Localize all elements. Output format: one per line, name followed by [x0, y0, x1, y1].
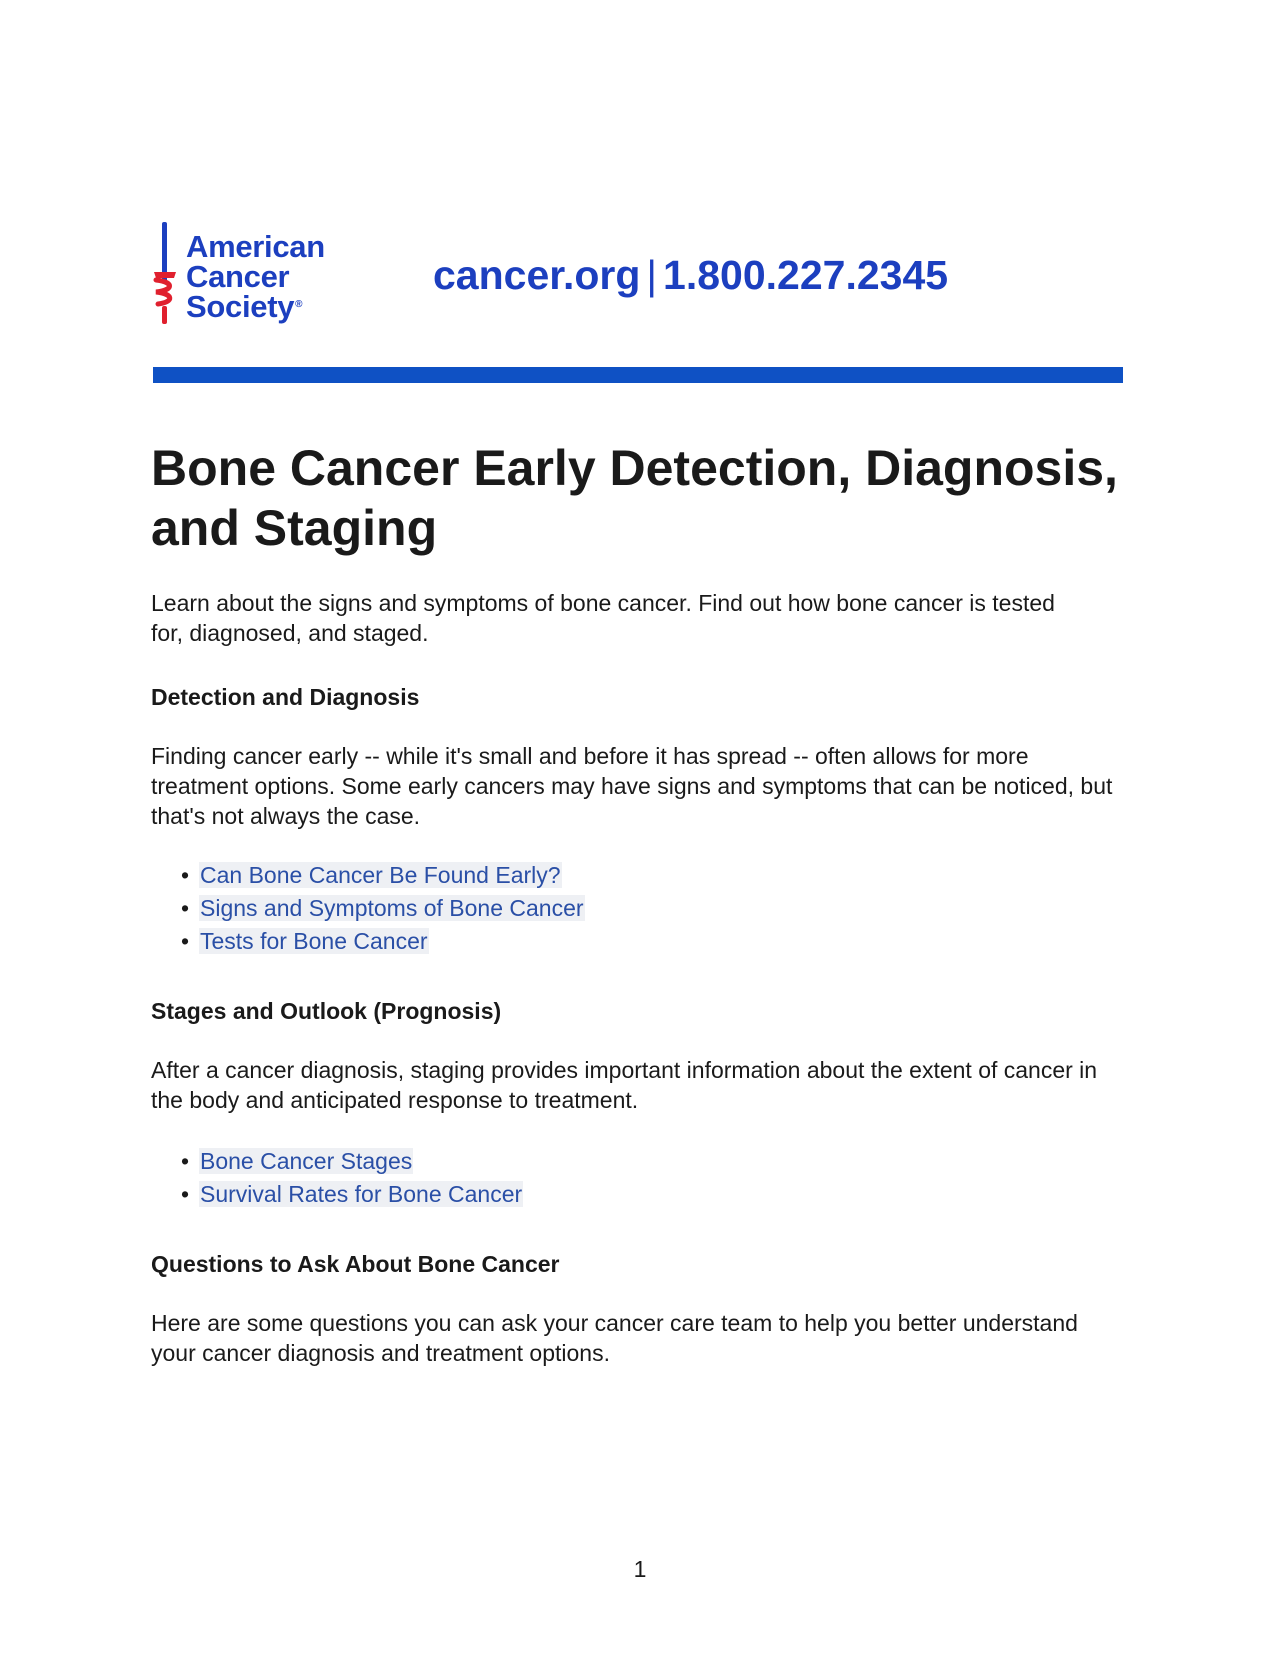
link-tests[interactable]: Tests for Bone Cancer: [200, 928, 428, 954]
list-item: [181, 1145, 1131, 1178]
list-item: [181, 892, 1131, 925]
logo-line-2: Cancer: [186, 259, 290, 294]
main-content: [151, 438, 1131, 1368]
section-body-stages: After a cancer diagnosis, staging provides important information about the extent of cancer in the body and anticipated response to treatment.: [151, 1057, 1098, 1113]
intro-paragraph: Learn about the signs and symptoms of bone cancer. Find out how bone cancer is tested for, diagnosed, and staged.: [151, 590, 1055, 646]
list-item: [181, 1178, 1131, 1211]
detection-links: [151, 859, 1131, 958]
link-found-early[interactable]: Can Bone Cancer Be Found Early?: [200, 862, 561, 888]
logo-line-3: Society: [186, 289, 295, 324]
sword-logo-icon: [150, 222, 180, 327]
contact-separator: |: [646, 252, 658, 298]
registered-mark: ®: [295, 299, 303, 310]
link-stages[interactable]: Bone Cancer Stages: [200, 1148, 413, 1174]
page-title: Bone Cancer Early Detection, Diagnosis, and Staging: [151, 440, 1118, 556]
header-divider: [153, 367, 1123, 383]
website-link[interactable]: cancer.org: [433, 252, 641, 298]
section-body-questions: Here are some questions you can ask your cancer care team to help you better understand your cancer diagnosis and treatment options.: [151, 1310, 1078, 1366]
page-number: 1: [633, 1556, 647, 1582]
section-heading-detection: Detection and Diagnosis: [151, 684, 420, 710]
acs-logo[interactable]: [150, 222, 350, 332]
logo-line-1: American: [186, 229, 325, 264]
contact-line: [433, 252, 948, 299]
list-item: [181, 859, 1131, 892]
section-heading-stages: Stages and Outlook (Prognosis): [151, 998, 502, 1024]
logo-wordmark: [186, 229, 325, 324]
section-body-detection: Finding cancer early -- while it's small and before it has spread -- often allows for more treatment options. Some early cancers may have signs and symptoms that can be noticed, but that's not always the case.: [151, 743, 1113, 829]
stages-links: [151, 1145, 1131, 1211]
list-item: [181, 925, 1131, 958]
link-survival-rates[interactable]: Survival Rates for Bone Cancer: [200, 1181, 523, 1207]
link-signs-symptoms[interactable]: Signs and Symptoms of Bone Cancer: [200, 895, 584, 921]
phone-number[interactable]: 1.800.227.2345: [663, 252, 949, 298]
section-heading-questions: Questions to Ask About Bone Cancer: [151, 1251, 560, 1277]
